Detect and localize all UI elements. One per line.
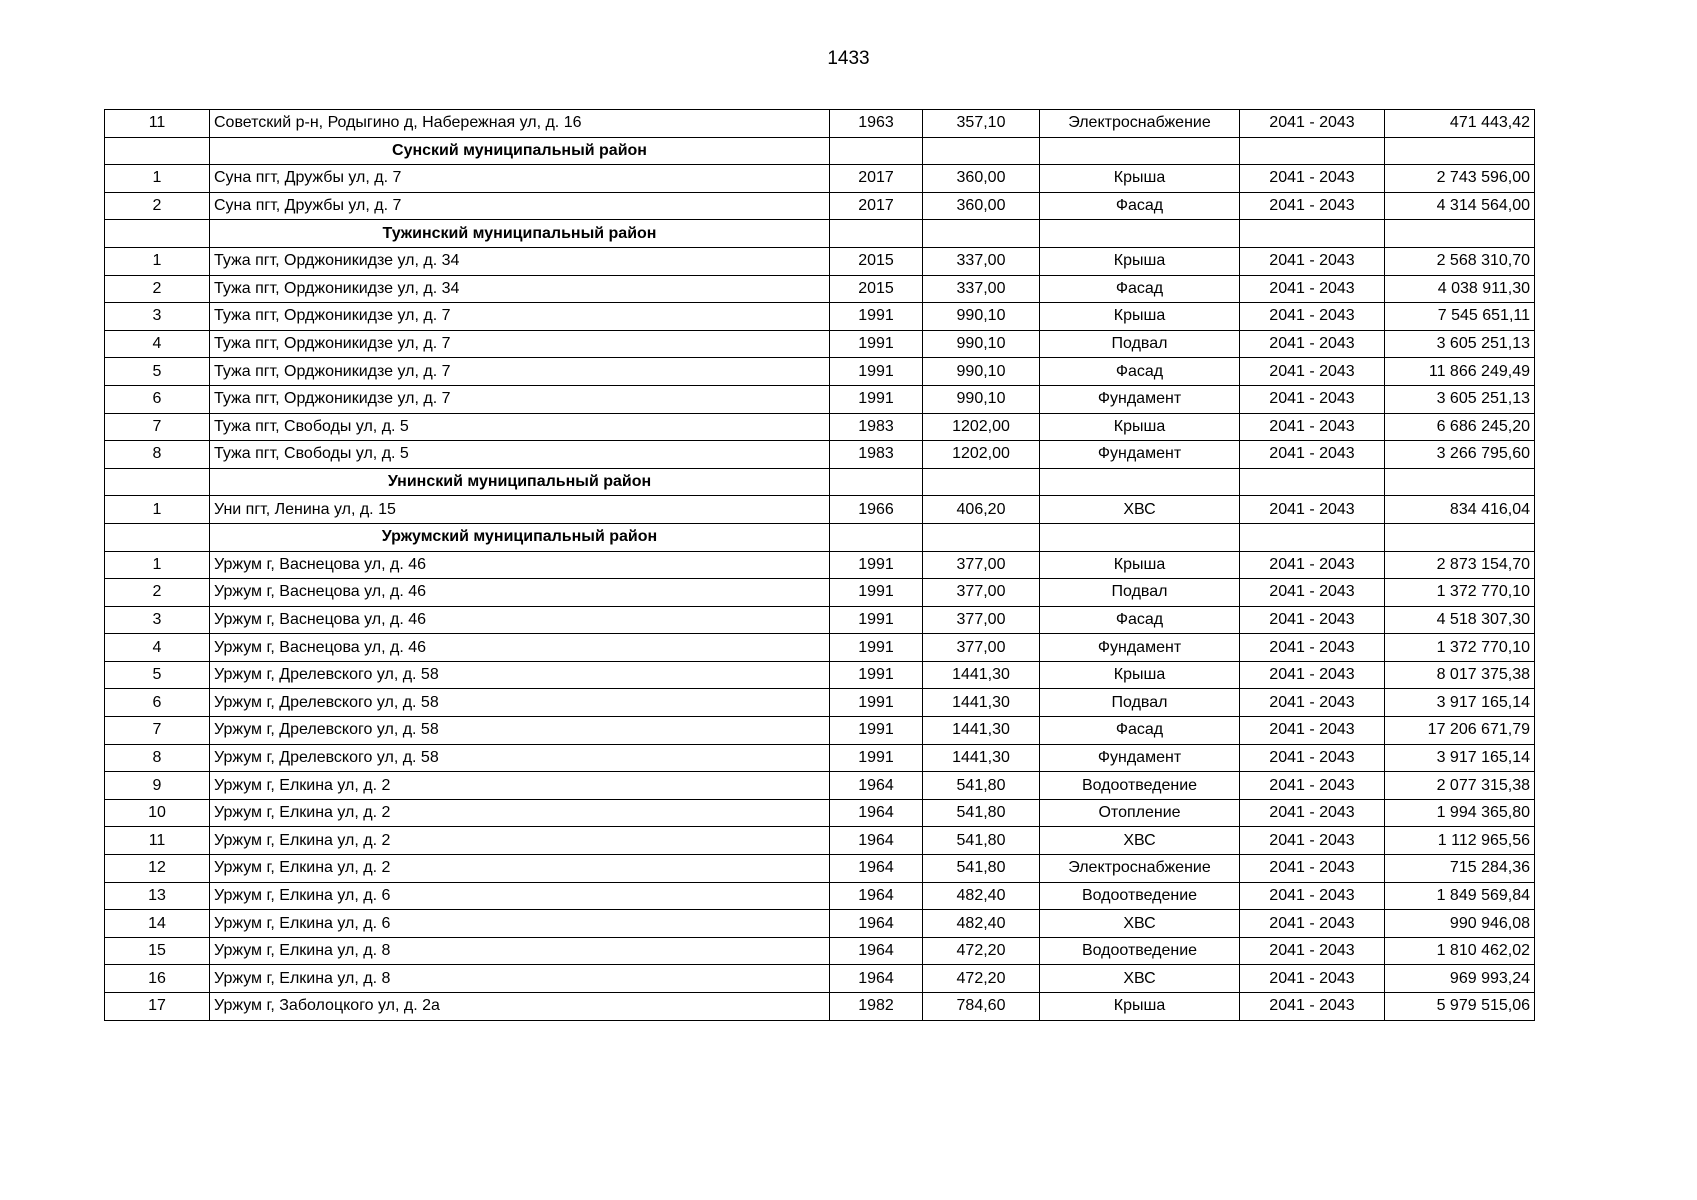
- build-year-cell: [830, 220, 923, 248]
- table-row: [105, 385, 1535, 413]
- period-cell: 2041 - 2043: [1240, 661, 1385, 689]
- row-number-cell: [105, 220, 210, 248]
- area-cell: 990,10: [923, 330, 1040, 358]
- build-year-cell: 1966: [830, 496, 923, 524]
- table-row: [105, 882, 1535, 910]
- address-cell: Советский р-н, Родыгино д, Набережная ул, д. 16: [210, 110, 830, 138]
- area-cell: 472,20: [923, 965, 1040, 993]
- work-type-cell: Электроснабжение: [1040, 855, 1240, 883]
- cost-cell: 8 017 375,38: [1385, 661, 1535, 689]
- work-type-cell: ХВС: [1040, 965, 1240, 993]
- area-cell: [923, 220, 1040, 248]
- cost-cell: 4 314 564,00: [1385, 192, 1535, 220]
- build-year-cell: [830, 468, 923, 496]
- period-cell: 2041 - 2043: [1240, 993, 1385, 1021]
- row-number-cell: 9: [105, 772, 210, 800]
- period-cell: 2041 - 2043: [1240, 965, 1385, 993]
- row-number-cell: 12: [105, 855, 210, 883]
- cost-cell: [1385, 220, 1535, 248]
- build-year-cell: 1991: [830, 330, 923, 358]
- table-row: [105, 855, 1535, 883]
- period-cell: 2041 - 2043: [1240, 910, 1385, 938]
- row-number-cell: [105, 523, 210, 551]
- cost-cell: 3 605 251,13: [1385, 385, 1535, 413]
- cost-cell: 834 416,04: [1385, 496, 1535, 524]
- build-year-cell: 1964: [830, 965, 923, 993]
- row-number-cell: 2: [105, 192, 210, 220]
- area-cell: 377,00: [923, 634, 1040, 662]
- table-row: [105, 358, 1535, 386]
- work-type-cell: [1040, 468, 1240, 496]
- work-type-cell: [1040, 137, 1240, 165]
- table-row: [105, 717, 1535, 745]
- address-cell: Суна пгт, Дружбы ул, д. 7: [210, 192, 830, 220]
- period-cell: [1240, 137, 1385, 165]
- address-cell: Тужа пгт, Орджоникидзе ул, д. 7: [210, 385, 830, 413]
- cost-cell: 5 979 515,06: [1385, 993, 1535, 1021]
- period-cell: 2041 - 2043: [1240, 192, 1385, 220]
- area-cell: 406,20: [923, 496, 1040, 524]
- cost-cell: 2 568 310,70: [1385, 247, 1535, 275]
- period-cell: 2041 - 2043: [1240, 303, 1385, 331]
- row-number-cell: 2: [105, 579, 210, 607]
- build-year-cell: 1991: [830, 744, 923, 772]
- period-cell: 2041 - 2043: [1240, 358, 1385, 386]
- work-type-cell: Подвал: [1040, 579, 1240, 607]
- cost-cell: 990 946,08: [1385, 910, 1535, 938]
- address-cell: Уржум г, Елкина ул, д. 6: [210, 910, 830, 938]
- work-type-cell: Крыша: [1040, 247, 1240, 275]
- address-cell: Уржум г, Васнецова ул, д. 46: [210, 579, 830, 607]
- section-header-row: [105, 468, 1535, 496]
- cost-cell: 2 077 315,38: [1385, 772, 1535, 800]
- period-cell: [1240, 523, 1385, 551]
- cost-cell: 1 372 770,10: [1385, 634, 1535, 662]
- cost-cell: 3 917 165,14: [1385, 744, 1535, 772]
- cost-cell: 1 112 965,56: [1385, 827, 1535, 855]
- row-number-cell: 16: [105, 965, 210, 993]
- row-number-cell: 13: [105, 882, 210, 910]
- period-cell: 2041 - 2043: [1240, 247, 1385, 275]
- work-type-cell: Отопление: [1040, 799, 1240, 827]
- area-cell: 1441,30: [923, 717, 1040, 745]
- area-cell: [923, 468, 1040, 496]
- cost-cell: 3 917 165,14: [1385, 689, 1535, 717]
- work-type-cell: Фасад: [1040, 606, 1240, 634]
- table-row: [105, 579, 1535, 607]
- row-number-cell: 1: [105, 165, 210, 193]
- cost-cell: 3 605 251,13: [1385, 330, 1535, 358]
- work-type-cell: Крыша: [1040, 165, 1240, 193]
- table-row: [105, 551, 1535, 579]
- period-cell: 2041 - 2043: [1240, 744, 1385, 772]
- row-number-cell: 7: [105, 413, 210, 441]
- period-cell: 2041 - 2043: [1240, 717, 1385, 745]
- table-row: [105, 799, 1535, 827]
- address-cell: Уржум г, Елкина ул, д. 2: [210, 855, 830, 883]
- work-type-cell: Фасад: [1040, 358, 1240, 386]
- area-cell: 1441,30: [923, 744, 1040, 772]
- build-year-cell: 2017: [830, 192, 923, 220]
- period-cell: 2041 - 2043: [1240, 496, 1385, 524]
- table-row: [105, 744, 1535, 772]
- build-year-cell: 1983: [830, 413, 923, 441]
- table-row: [105, 606, 1535, 634]
- row-number-cell: 4: [105, 330, 210, 358]
- table-row: [105, 165, 1535, 193]
- build-year-cell: 1991: [830, 634, 923, 662]
- area-cell: 1441,30: [923, 689, 1040, 717]
- work-type-cell: Крыша: [1040, 303, 1240, 331]
- address-cell: Уржум г, Елкина ул, д. 6: [210, 882, 830, 910]
- cost-cell: [1385, 137, 1535, 165]
- table-row: [105, 413, 1535, 441]
- address-cell: Уржум г, Васнецова ул, д. 46: [210, 634, 830, 662]
- row-number-cell: 1: [105, 496, 210, 524]
- area-cell: 482,40: [923, 910, 1040, 938]
- table-row: [105, 496, 1535, 524]
- area-cell: [923, 137, 1040, 165]
- build-year-cell: [830, 137, 923, 165]
- table-row: [105, 330, 1535, 358]
- area-cell: 360,00: [923, 165, 1040, 193]
- address-cell: Уржум г, Елкина ул, д. 2: [210, 799, 830, 827]
- build-year-cell: 1964: [830, 772, 923, 800]
- table-row: [105, 993, 1535, 1021]
- build-year-cell: 1964: [830, 827, 923, 855]
- row-number-cell: 7: [105, 717, 210, 745]
- cost-cell: 1 994 365,80: [1385, 799, 1535, 827]
- table-row: [105, 441, 1535, 469]
- work-type-cell: Подвал: [1040, 689, 1240, 717]
- period-cell: 2041 - 2043: [1240, 551, 1385, 579]
- build-year-cell: 1991: [830, 606, 923, 634]
- address-cell: Тужа пгт, Орджоникидзе ул, д. 34: [210, 275, 830, 303]
- work-type-cell: [1040, 220, 1240, 248]
- section-header-row: [105, 220, 1535, 248]
- cost-cell: 1 372 770,10: [1385, 579, 1535, 607]
- area-cell: 482,40: [923, 882, 1040, 910]
- row-number-cell: 1: [105, 551, 210, 579]
- row-number-cell: 3: [105, 606, 210, 634]
- period-cell: 2041 - 2043: [1240, 330, 1385, 358]
- build-year-cell: 2015: [830, 247, 923, 275]
- row-number-cell: 8: [105, 441, 210, 469]
- address-cell: Суна пгт, Дружбы ул, д. 7: [210, 165, 830, 193]
- area-cell: 784,60: [923, 993, 1040, 1021]
- address-cell: Тужа пгт, Орджоникидзе ул, д. 7: [210, 330, 830, 358]
- address-cell: Тужа пгт, Свободы ул, д. 5: [210, 413, 830, 441]
- area-cell: 541,80: [923, 772, 1040, 800]
- section-header-row: [105, 523, 1535, 551]
- table-row: [105, 937, 1535, 965]
- address-cell: Уржум г, Елкина ул, д. 8: [210, 965, 830, 993]
- section-header-row: [105, 137, 1535, 165]
- period-cell: 2041 - 2043: [1240, 882, 1385, 910]
- cost-cell: 1 849 569,84: [1385, 882, 1535, 910]
- cost-cell: 7 545 651,11: [1385, 303, 1535, 331]
- area-cell: 377,00: [923, 606, 1040, 634]
- period-cell: 2041 - 2043: [1240, 110, 1385, 138]
- address-cell: Тужа пгт, Орджоникидзе ул, д. 7: [210, 358, 830, 386]
- build-year-cell: 1964: [830, 937, 923, 965]
- row-number-cell: [105, 468, 210, 496]
- address-cell: Уржум г, Елкина ул, д. 2: [210, 827, 830, 855]
- period-cell: 2041 - 2043: [1240, 634, 1385, 662]
- section-title-cell: Тужинский муниципальный район: [210, 220, 830, 248]
- work-type-cell: Водоотведение: [1040, 937, 1240, 965]
- cost-cell: 17 206 671,79: [1385, 717, 1535, 745]
- period-cell: 2041 - 2043: [1240, 855, 1385, 883]
- build-year-cell: 1991: [830, 579, 923, 607]
- period-cell: 2041 - 2043: [1240, 799, 1385, 827]
- build-year-cell: 1991: [830, 551, 923, 579]
- row-number-cell: 14: [105, 910, 210, 938]
- cost-cell: 4 038 911,30: [1385, 275, 1535, 303]
- row-number-cell: 5: [105, 358, 210, 386]
- work-type-cell: Фундамент: [1040, 744, 1240, 772]
- work-type-cell: Фундамент: [1040, 441, 1240, 469]
- row-number-cell: 15: [105, 937, 210, 965]
- work-type-cell: Фундамент: [1040, 385, 1240, 413]
- work-type-cell: Фундамент: [1040, 634, 1240, 662]
- period-cell: 2041 - 2043: [1240, 772, 1385, 800]
- area-cell: 337,00: [923, 275, 1040, 303]
- period-cell: 2041 - 2043: [1240, 827, 1385, 855]
- area-cell: 990,10: [923, 358, 1040, 386]
- area-cell: 377,00: [923, 551, 1040, 579]
- address-cell: Тужа пгт, Орджоникидзе ул, д. 7: [210, 303, 830, 331]
- cost-cell: 715 284,36: [1385, 855, 1535, 883]
- address-cell: Уржум г, Дрелевского ул, д. 58: [210, 744, 830, 772]
- build-year-cell: 1964: [830, 882, 923, 910]
- address-cell: Уржум г, Дрелевского ул, д. 58: [210, 661, 830, 689]
- work-type-cell: Крыша: [1040, 551, 1240, 579]
- capital-repair-table: [104, 109, 1535, 1021]
- work-type-cell: [1040, 523, 1240, 551]
- build-year-cell: 1982: [830, 993, 923, 1021]
- address-cell: Уржум г, Елкина ул, д. 2: [210, 772, 830, 800]
- period-cell: 2041 - 2043: [1240, 275, 1385, 303]
- work-type-cell: Подвал: [1040, 330, 1240, 358]
- period-cell: 2041 - 2043: [1240, 606, 1385, 634]
- build-year-cell: 2017: [830, 165, 923, 193]
- row-number-cell: 4: [105, 634, 210, 662]
- row-number-cell: 2: [105, 275, 210, 303]
- table-row: [105, 247, 1535, 275]
- table-row: [105, 303, 1535, 331]
- work-type-cell: Фасад: [1040, 192, 1240, 220]
- section-title-cell: Уржумский муниципальный район: [210, 523, 830, 551]
- period-cell: 2041 - 2043: [1240, 413, 1385, 441]
- build-year-cell: 1964: [830, 799, 923, 827]
- area-cell: 1441,30: [923, 661, 1040, 689]
- cost-cell: 1 810 462,02: [1385, 937, 1535, 965]
- period-cell: 2041 - 2043: [1240, 441, 1385, 469]
- area-cell: 472,20: [923, 937, 1040, 965]
- address-cell: Уржум г, Васнецова ул, д. 46: [210, 551, 830, 579]
- work-type-cell: ХВС: [1040, 496, 1240, 524]
- section-title-cell: Унинский муниципальный район: [210, 468, 830, 496]
- period-cell: 2041 - 2043: [1240, 579, 1385, 607]
- section-title-cell: Сунский муниципальный район: [210, 137, 830, 165]
- work-type-cell: ХВС: [1040, 827, 1240, 855]
- cost-cell: 4 518 307,30: [1385, 606, 1535, 634]
- row-number-cell: 8: [105, 744, 210, 772]
- address-cell: Уржум г, Заболоцкого ул, д. 2а: [210, 993, 830, 1021]
- row-number-cell: [105, 137, 210, 165]
- row-number-cell: 6: [105, 385, 210, 413]
- area-cell: 337,00: [923, 247, 1040, 275]
- table-row: [105, 827, 1535, 855]
- build-year-cell: 1963: [830, 110, 923, 138]
- work-type-cell: Фасад: [1040, 275, 1240, 303]
- table-row: [105, 110, 1535, 138]
- work-type-cell: Водоотведение: [1040, 772, 1240, 800]
- build-year-cell: 1964: [830, 910, 923, 938]
- table-row: [105, 275, 1535, 303]
- row-number-cell: 11: [105, 827, 210, 855]
- row-number-cell: 11: [105, 110, 210, 138]
- period-cell: 2041 - 2043: [1240, 689, 1385, 717]
- work-type-cell: ХВС: [1040, 910, 1240, 938]
- area-cell: 990,10: [923, 303, 1040, 331]
- address-cell: Уржум г, Дрелевского ул, д. 58: [210, 689, 830, 717]
- build-year-cell: 1991: [830, 385, 923, 413]
- build-year-cell: 1964: [830, 855, 923, 883]
- period-cell: [1240, 468, 1385, 496]
- cost-cell: 2 873 154,70: [1385, 551, 1535, 579]
- table-row: [105, 772, 1535, 800]
- area-cell: 541,80: [923, 827, 1040, 855]
- address-cell: Уржум г, Елкина ул, д. 8: [210, 937, 830, 965]
- area-cell: 541,80: [923, 799, 1040, 827]
- build-year-cell: 1991: [830, 661, 923, 689]
- area-cell: 357,10: [923, 110, 1040, 138]
- cost-cell: [1385, 468, 1535, 496]
- table-row: [105, 910, 1535, 938]
- cost-cell: [1385, 523, 1535, 551]
- build-year-cell: 1991: [830, 358, 923, 386]
- area-cell: 377,00: [923, 579, 1040, 607]
- period-cell: 2041 - 2043: [1240, 385, 1385, 413]
- table-row: [105, 192, 1535, 220]
- table-row: [105, 634, 1535, 662]
- build-year-cell: 1991: [830, 689, 923, 717]
- row-number-cell: 17: [105, 993, 210, 1021]
- area-cell: 1202,00: [923, 413, 1040, 441]
- area-cell: 990,10: [923, 385, 1040, 413]
- work-type-cell: Электроснабжение: [1040, 110, 1240, 138]
- build-year-cell: [830, 523, 923, 551]
- work-type-cell: Водоотведение: [1040, 882, 1240, 910]
- build-year-cell: 2015: [830, 275, 923, 303]
- cost-cell: 3 266 795,60: [1385, 441, 1535, 469]
- row-number-cell: 3: [105, 303, 210, 331]
- cost-cell: 969 993,24: [1385, 965, 1535, 993]
- area-cell: 360,00: [923, 192, 1040, 220]
- period-cell: [1240, 220, 1385, 248]
- page-number: 1433: [827, 48, 870, 69]
- cost-cell: 6 686 245,20: [1385, 413, 1535, 441]
- table-row: [105, 661, 1535, 689]
- period-cell: 2041 - 2043: [1240, 937, 1385, 965]
- address-cell: Уни пгт, Ленина ул, д. 15: [210, 496, 830, 524]
- address-cell: Уржум г, Дрелевского ул, д. 58: [210, 717, 830, 745]
- table-row: [105, 965, 1535, 993]
- row-number-cell: 1: [105, 247, 210, 275]
- row-number-cell: 5: [105, 661, 210, 689]
- build-year-cell: 1983: [830, 441, 923, 469]
- table-row: [105, 689, 1535, 717]
- work-type-cell: Крыша: [1040, 661, 1240, 689]
- address-cell: Тужа пгт, Свободы ул, д. 5: [210, 441, 830, 469]
- work-type-cell: Крыша: [1040, 993, 1240, 1021]
- address-cell: Тужа пгт, Орджоникидзе ул, д. 34: [210, 247, 830, 275]
- work-type-cell: Фасад: [1040, 717, 1240, 745]
- cost-cell: 2 743 596,00: [1385, 165, 1535, 193]
- area-cell: 1202,00: [923, 441, 1040, 469]
- cost-cell: 11 866 249,49: [1385, 358, 1535, 386]
- work-type-cell: Крыша: [1040, 413, 1240, 441]
- area-cell: [923, 523, 1040, 551]
- row-number-cell: 6: [105, 689, 210, 717]
- row-number-cell: 10: [105, 799, 210, 827]
- period-cell: 2041 - 2043: [1240, 165, 1385, 193]
- table-body: [105, 110, 1535, 1021]
- build-year-cell: 1991: [830, 717, 923, 745]
- cost-cell: 471 443,42: [1385, 110, 1535, 138]
- build-year-cell: 1991: [830, 303, 923, 331]
- address-cell: Уржум г, Васнецова ул, д. 46: [210, 606, 830, 634]
- area-cell: 541,80: [923, 855, 1040, 883]
